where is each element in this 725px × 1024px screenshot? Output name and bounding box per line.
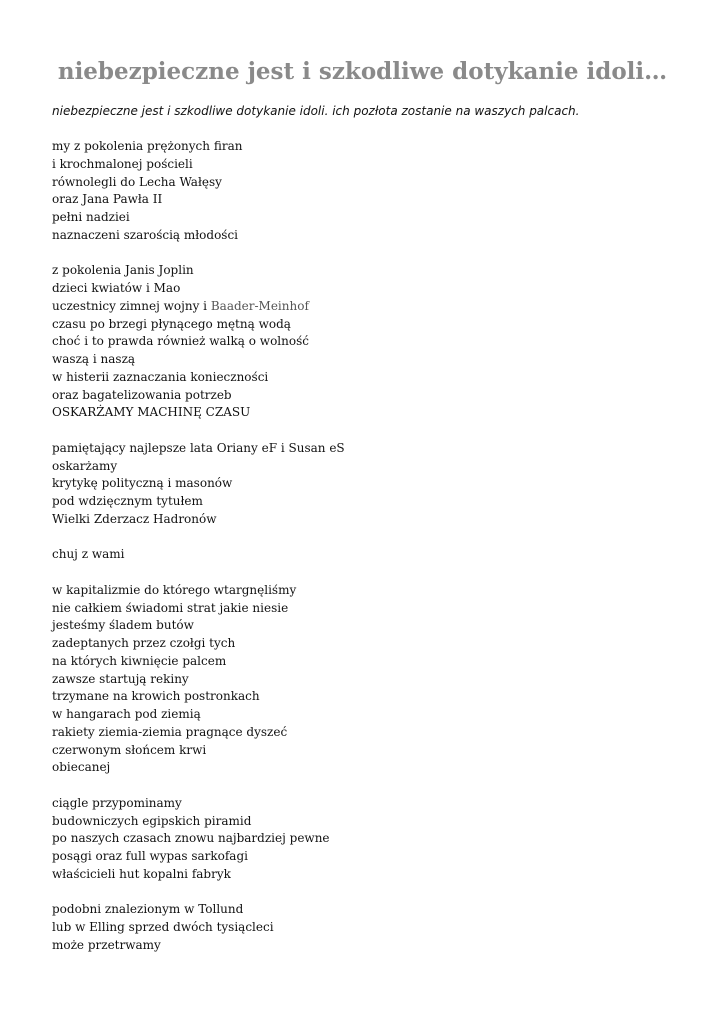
poem-line: krytykę polityczną i masonów [52,476,233,491]
poem-line: oraz Jana Pawła II [52,192,163,207]
stanza-3 [52,440,345,529]
poem-line: właścicieli hut kopalni fabryk [52,866,231,881]
poem-line: chuj z wami [52,547,125,562]
poem-line: posągi oraz full wypas sarkofagi [52,849,248,863]
poem-line: choć i to prawda również walką o wolność [52,334,309,349]
poem-line: z pokolenia Janis Joplin [52,263,194,278]
poem-line: Wielki Zderzacz Hadronów [52,511,217,526]
poem-line: obiecanej [52,760,111,775]
poem-line: dzieci kwiatów i Mao [52,281,181,295]
stanza-7 [52,901,345,954]
poem-line: w hangarach pod ziemią [52,707,201,721]
poem-line: ciągle przypominamy [52,795,182,810]
poem-line: lub w Elling sprzed dwóch tysiącleci [52,920,274,934]
stanza-1 [52,138,345,245]
stanza-4 [52,546,345,564]
poem-line: w kapitalizmie do którego wtargnęliśmy [52,582,297,597]
poem-line: jesteśmy śladem butów [52,618,194,633]
stanza-6 [52,795,345,884]
poem-line: równolegli do Lecha Wałęsy [52,174,222,189]
poem-line: trzymane na krowich postronkach [52,689,260,704]
poem-line: po naszych czasach znowu najbardziej pewne [52,831,330,846]
poem-line-with-link [52,298,345,316]
poem-line: waszą i naszą [52,352,136,366]
poem-line: pod wdzięcznym tytułem [52,494,203,508]
poem-line: pamiętający najlepsze lata Oriany eF i Susan eS [52,440,345,455]
poem-line: budowniczych egipskich piramid [52,813,252,828]
poem-line: na których kiwnięcie palcem [52,653,227,668]
poem-line: my z pokolenia prężonych firan [52,139,243,153]
lead-paragraph: niebezpieczne jest i szkodliwe dotykanie idoli. ich pozłota zostanie na waszych palcach. [52,104,580,118]
poem-line: zawsze startują rekiny [52,671,189,686]
poem-line: naznaczeni szarością młodości [52,227,239,242]
poem-line: oraz bagatelizowania potrzeb [52,387,232,402]
stanza-5 [52,582,345,777]
poem-line: w histerii zaznaczania konieczności [52,369,269,384]
poem-line: zadeptanych przez czołgi tych [52,636,236,650]
poem-body [52,138,345,972]
document-title: niebezpieczne jest i szkodliwe dotykanie idoli… [57,58,668,85]
poem-line: OSKARŻAMY MACHINĘ CZASU [52,405,251,420]
stanza-2 [52,262,345,422]
poem-line: i krochmalonej pościeli [52,156,193,171]
poem-line: pełni nadziei [52,210,130,224]
poem-line: czerwonym słońcem krwi [52,742,207,757]
poem-line: czasu po brzegi płynącego mętną wodą [52,316,291,331]
poem-line: podobni znalezionym w Tollund [52,902,244,917]
poem-line: oskarżamy [52,458,118,473]
poem-line-text: uczestnicy zimnej wojny i [52,298,211,313]
poem-line: nie całkiem świadomi strat jakie niesie [52,600,289,615]
baader-meinhof-link[interactable]: Baader-Meinhof [210,298,309,313]
poem-line: może przetrwamy [52,937,161,952]
poem-line: rakiety ziemia-ziemia pragnące dyszeć [52,724,288,739]
